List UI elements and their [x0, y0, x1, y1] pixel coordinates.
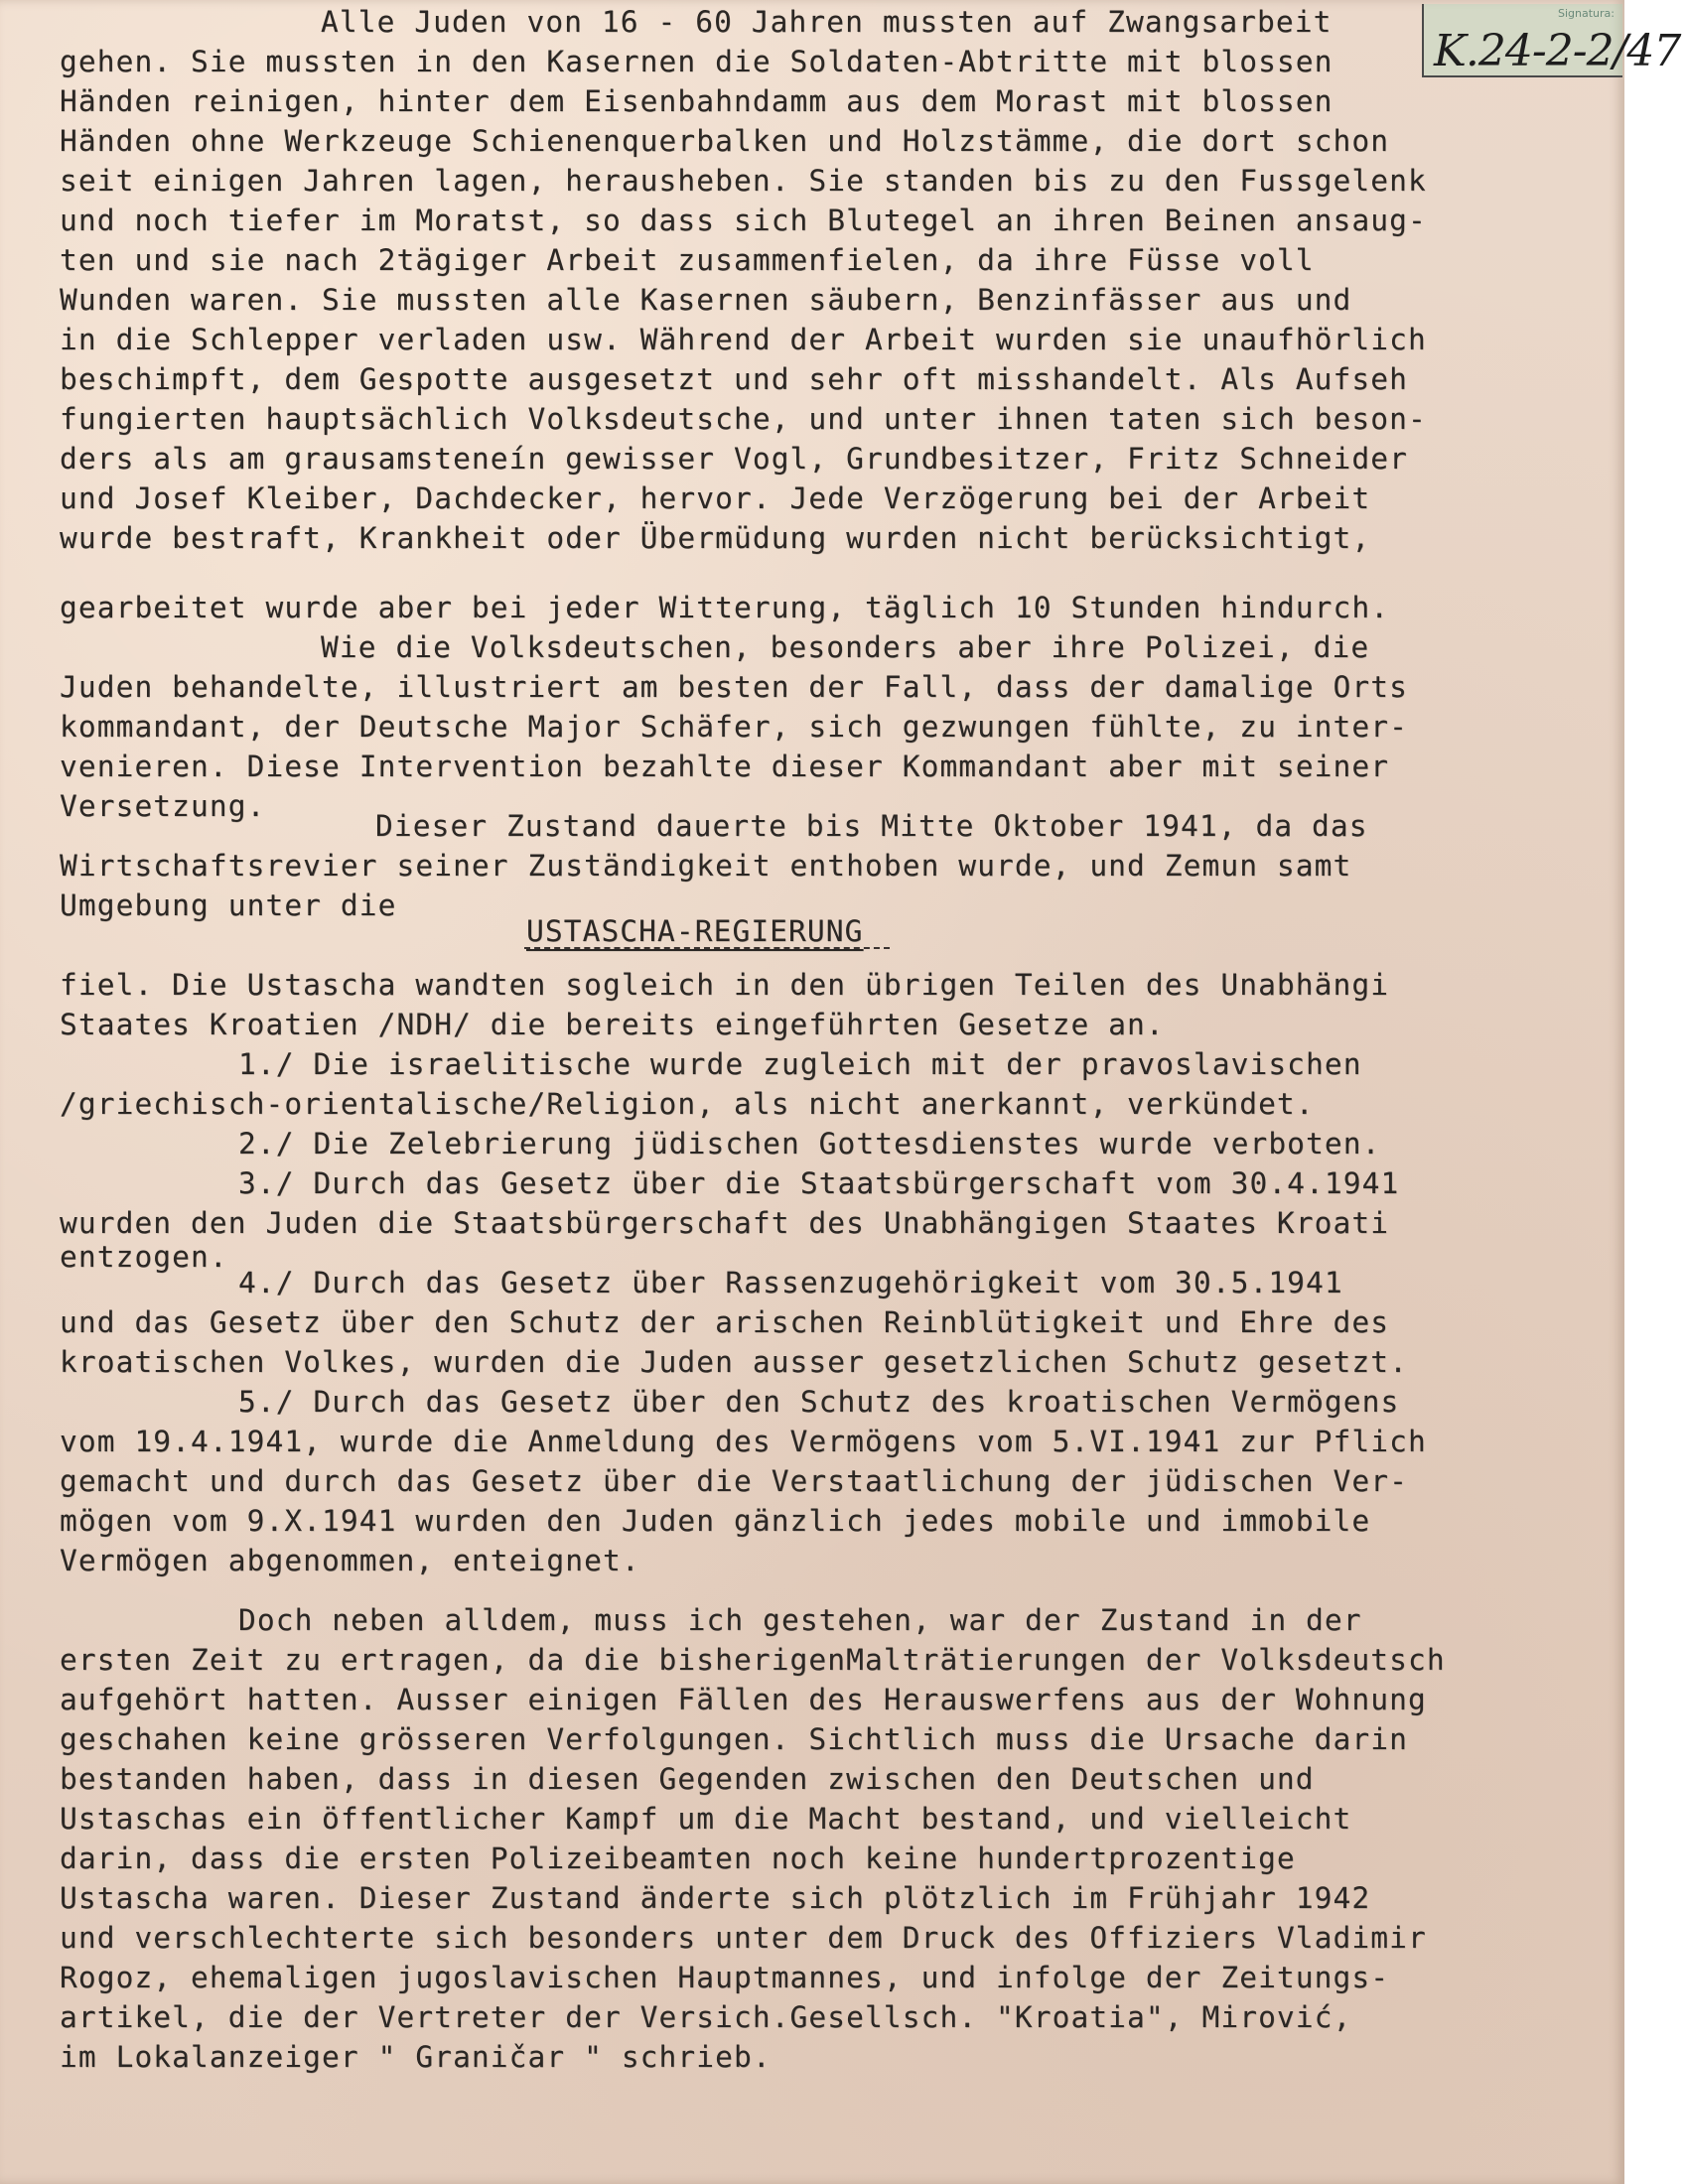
text-line: und das Gesetz über den Schutz der arischen Reinblütigkeit und Ehre des: [60, 1305, 1390, 1339]
text-line: Wunden waren. Sie mussten alle Kasernen säubern, Benzinfässer aus und: [60, 283, 1352, 317]
text-line: Versetzung.: [60, 789, 266, 823]
text-line: und verschlechterte sich besonders unter dem Druck des Offiziers Vladimir: [60, 1921, 1427, 1955]
text-line: Rogoz, ehemaligen jugoslavischen Hauptmannes, und infolge der Zeitungs-: [60, 1961, 1390, 1994]
text-line: Juden behandelte, illustriert am besten der Fall, dass der damalige Orts: [60, 670, 1408, 704]
section-heading: USTASCHA-REGIERUNG: [526, 914, 864, 948]
text-line: Händen reinigen, hinter dem Eisenbahndamm aus dem Morast mit blossen: [60, 84, 1334, 118]
text-line: Ustascha waren. Dieser Zustand änderte sich plötzlich im Frühjahr 1942: [60, 1881, 1371, 1915]
text-line: Dieser Zustand dauerte bis Mitte Oktober 1941, da das: [375, 809, 1368, 843]
text-line: und Josef Kleiber, Dachdecker, hervor. Jede Verzögerung bei der Arbeit: [60, 481, 1371, 515]
text-line: fiel. Die Ustascha wandten sogleich in den übrigen Teilen des Unabhängi: [60, 968, 1390, 1002]
text-line: Doch neben alldem, muss ich gestehen, war der Zustand in der: [238, 1603, 1362, 1637]
text-line: kroatischen Volkes, wurden die Juden ausser gesetzlichen Schutz gesetzt.: [60, 1345, 1408, 1379]
text-line: 5./ Durch das Gesetz über den Schutz des kroatischen Vermögens: [238, 1385, 1400, 1419]
text-line: Alle Juden von 16 - 60 Jahren mussten auf Zwangsarbeit: [321, 5, 1333, 39]
text-line: Wie die Volksdeutschen, besonders aber ihre Polizei, die: [321, 630, 1370, 664]
text-line: und noch tiefer im Moratst, so dass sich Blutegel an ihren Beinen ansaug-: [60, 204, 1427, 237]
text-line: seit einigen Jahren lagen, herausheben. Sie standen bis zu den Fussgelenk: [60, 164, 1427, 198]
text-line: beschimpft, dem Gespotte ausgesetzt und sehr oft misshandelt. Als Aufseh: [60, 362, 1408, 396]
text-line: 2./ Die Zelebrierung jüdischen Gottesdienstes wurde verboten.: [238, 1127, 1381, 1160]
text-line: gehen. Sie mussten in den Kasernen die Soldaten-Abtritte mit blossen: [60, 45, 1334, 78]
text-line: in die Schlepper verladen usw. Während der Arbeit wurden sie unaufhörlich: [60, 323, 1427, 356]
text-line: geschahen keine grösseren Verfolgungen. Sichtlich muss die Ursache darin: [60, 1722, 1408, 1756]
text-line: gearbeitet wurde aber bei jeder Witterung, täglich 10 Stunden hindurch.: [60, 591, 1390, 624]
heading-dashed-rule: [524, 947, 890, 949]
text-line: gemacht und durch das Gesetz über die Verstaatlichung der jüdischen Ver-: [60, 1464, 1408, 1498]
stamp-label: Signatura:: [1558, 7, 1615, 20]
text-line: Händen ohne Werkzeuge Schienenquerbalken und Holzstämme, die dort schon: [60, 124, 1390, 158]
text-line: darin, dass die ersten Polizeibeamten noch keine hundertprozentige: [60, 1842, 1296, 1875]
text-line: ten und sie nach 2tägiger Arbeit zusammenfielen, da ihre Füsse voll: [60, 243, 1315, 277]
text-line: ersten Zeit zu ertragen, da die bisherigenMalträtierungen der Volksdeutsch: [60, 1643, 1446, 1677]
text-line: entzogen.: [60, 1240, 228, 1274]
text-line: wurden den Juden die Staatsbürgerschaft des Unabhängigen Staates Kroati: [60, 1206, 1390, 1240]
text-line: 3./ Durch das Gesetz über die Staatsbürgerschaft vom 30.4.1941: [238, 1166, 1400, 1200]
text-line: wurde bestraft, Krankheit oder Übermüdung wurden nicht berücksichtigt,: [60, 521, 1371, 555]
text-line: Wirtschaftsrevier seiner Zuständigkeit enthoben wurde, und Zemun samt: [60, 849, 1352, 883]
text-line: venieren. Diese Intervention bezahlte dieser Kommandant aber mit seiner: [60, 750, 1390, 783]
text-line: im Lokalanzeiger " Graničar " schrieb.: [60, 2040, 772, 2074]
handwritten-signature-number: K.24-2-2/47: [1434, 26, 1681, 76]
archive-stamp: [1422, 4, 1681, 77]
text-line: Staates Kroatien /NDH/ die bereits eingeführten Gesetze an.: [60, 1008, 1165, 1041]
text-line: Umgebung unter die: [60, 888, 397, 922]
text-line: Vermögen abgenommen, enteignet.: [60, 1544, 640, 1577]
text-line: ders als am grausamsteneín gewisser Vogl, Grundbesitzer, Fritz Schneider: [60, 442, 1408, 476]
text-line: aufgehört hatten. Ausser einigen Fällen des Herauswerfens aus der Wohnung: [60, 1683, 1427, 1716]
text-line: 1./ Die israelitische wurde zugleich mit der pravoslavischen: [238, 1047, 1362, 1081]
text-line: mögen vom 9.X.1941 wurden den Juden gänzlich jedes mobile und immobile: [60, 1504, 1371, 1538]
text-line: /griechisch-orientalische/Religion, als nicht anerkannt, verkündet.: [60, 1087, 1315, 1121]
text-line: artikel, die der Vertreter der Versich.Gesellsch. "Kroatia", Mirović,: [60, 2000, 1352, 2034]
text-line: kommandant, der Deutsche Major Schäfer, sich gezwungen fühlte, zu inter-: [60, 710, 1408, 744]
text-line: vom 19.4.1941, wurde die Anmeldung des Vermögens vom 5.VI.1941 zur Pflich: [60, 1425, 1427, 1458]
text-line: 4./ Durch das Gesetz über Rassenzugehörigkeit vom 30.5.1941: [238, 1266, 1343, 1299]
text-line: Ustaschas ein öffentlicher Kampf um die Macht bestand, und vielleicht: [60, 1802, 1352, 1836]
text-line: bestanden haben, dass in diesen Gegenden zwischen den Deutschen und: [60, 1762, 1315, 1796]
text-line: fungierten hauptsächlich Volksdeutsche, und unter ihnen taten sich beson-: [60, 402, 1427, 436]
